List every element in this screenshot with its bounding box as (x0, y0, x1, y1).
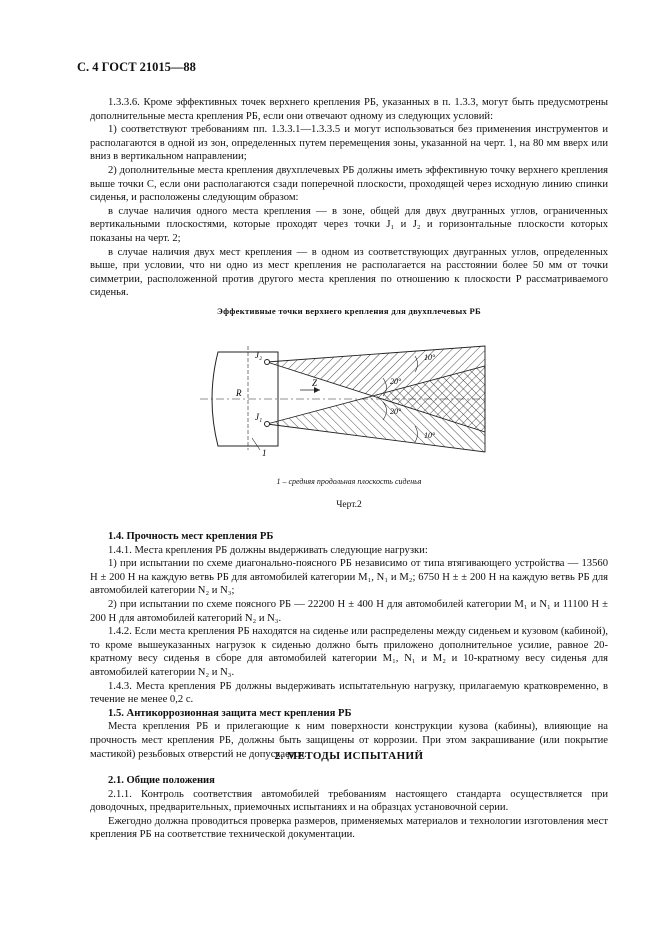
label-angle-top: 10° (424, 353, 436, 362)
point-j1 (265, 422, 270, 427)
paragraph-2-1-1: 2.1.1. Контроль соответствия автомобилей требованиям настоящего стандарта осуществляется при доводочных, предварительных, приемочных испытаниях и на образцах установочной серии. (90, 788, 608, 814)
paragraph-2-1-1-annual: Ежегодно должна проводиться проверка размеров, применяемых материалов и технологии изготовления мест крепления РБ на соответствие технической документации. (90, 815, 608, 841)
label-z: Z (312, 378, 318, 388)
page-header: С. 4 ГОСТ 21015—88 (77, 60, 196, 74)
figure-caption: Черт.2 (336, 500, 362, 510)
paragraph-condition-1: 1) соответствуют требованиям пп. 1.3.3.1—1.3.3.5 и могут использоваться без применения инструментов и располагаются в одной из зон, определенных путем перемещения зоны, указанной на черт. 1, на 80 мм вверх или вниз в вертикальном направлении; (90, 124, 608, 163)
label-angle-mid-top: 20° (390, 377, 402, 386)
figure-2-drawing (200, 338, 490, 463)
top-paragraphs (90, 96, 608, 300)
paragraph-1-5: Места крепления РБ и прилегающие к ним поверхности конструкции кузова (кабины), влияющие на прочность мест крепления РБ, должны быть защищены от коррозии. При этом закрашивание (или покрытие мастикой) резьбовых отверстий не допускается. (90, 721, 608, 760)
label-r: R (236, 388, 242, 398)
label-j2: J₂ (255, 350, 263, 360)
figure-note: 1 – средняя продольная плоскость сиденья (276, 477, 422, 486)
paragraph-1-3-3-6: 1.3.3.6. Кроме эффективных точек верхнего крепления РБ, указанных в п. 1.3.3, могут быть предусмотрены дополнительные места крепления РБ, если они отвечают одному из следующих условий: (90, 97, 608, 122)
paragraph-condition-2: 2) дополнительные места крепления двухплечевых РБ должны иметь эффективную точку верхнего крепления выше точки С, если они располагаются сзади поперечной плоскости, проходящей через исходную линию спинки сиденья, и расположены следующим образом: (90, 164, 608, 204)
paragraph-1-4-1: 1.4.1. Места крепления РБ должны выдерживать следующие нагрузки: (108, 544, 428, 556)
label-angle-bottom: 10° (424, 431, 436, 440)
section-2-1 (90, 774, 608, 842)
section-1-4-heading: 1.4. Прочность мест крепления РБ (108, 531, 274, 542)
anchorage-diagram (200, 338, 490, 458)
paragraph-one-anchorage: в случае наличия одного места крепления — в зоне, общей для двух двугранных углов, ограниченных вертикальными плоскостями, которые проходят через точки J₁ и J₂ и горизонтальные плоскости которых показаны на черт. 2; (90, 205, 608, 244)
section-2-heading: 2. МЕТОДЫ ИСПЫТАНИЙ (274, 750, 424, 762)
label-j1: J₁ (255, 412, 263, 422)
figure-title: Эффективные точки верхнего крепления для двухплечевых РБ (216, 306, 482, 316)
section-2-1-heading: 2.1. Общие положения (108, 775, 215, 786)
section-1-5-heading: 1.5. Антикоррозионная защита мест крепления РБ (108, 707, 352, 719)
point-j2 (265, 360, 270, 365)
paragraph-1-4-2: 1.4.2. Если места крепления РБ находятся на сиденье или распределены между сиденьем и кузовом (кабиной), то кроме вышеуказанных нагрузок к сиденью должно быть приложено дополнительное усилие, равное 20-кратному весу сиденья в сборе для автомобилей категории M₁, N₁ и M₂ и 10-кратному весу сиденья для автомобилей категории N₂ и N₃. (90, 626, 608, 678)
paragraph-1-4-3: 1.4.3. Места крепления РБ должны выдерживать испытательную нагрузку, прилагаемую кратковременно, в течение не менее 0,2 с. (90, 680, 608, 706)
label-angle-mid-bottom: 20° (390, 407, 402, 416)
paragraph-two-anchorages: в случае наличия двух мест крепления — в одном из соответствующих двугранных углов, определенных выше, при условии, что ни одно из мест крепления не располагается на расстоянии более 50 мм от точки симметрии, расположенной против другого места крепления по отношению к плоскости P рассматриваемого сиденья. (90, 246, 608, 299)
leader-1 (252, 438, 260, 450)
paragraph-1-4-1-item-2: 2) при испытании по схеме поясного РБ — 22200 Н ± 400 Н для автомобилей категории M₁ и N₁ и 11100 Н ± 200 Н для автомобилей категорий N₂ и N₃. (90, 598, 608, 624)
label-1: 1 (262, 448, 267, 458)
section-1-4 (90, 530, 608, 761)
paragraph-1-4-1-item-1: 1) при испытании по схеме диагонально-поясного РБ независимо от типа втягивающего устройства — 13560 Н ± 200 Н на каждую ветвь РБ для автомобилей категории M₁, N₁ и M₂; 6750 Н ± ± 200 Н на каждую ветвь РБ для автомобилей категории N₂ и N₃; (90, 558, 608, 597)
